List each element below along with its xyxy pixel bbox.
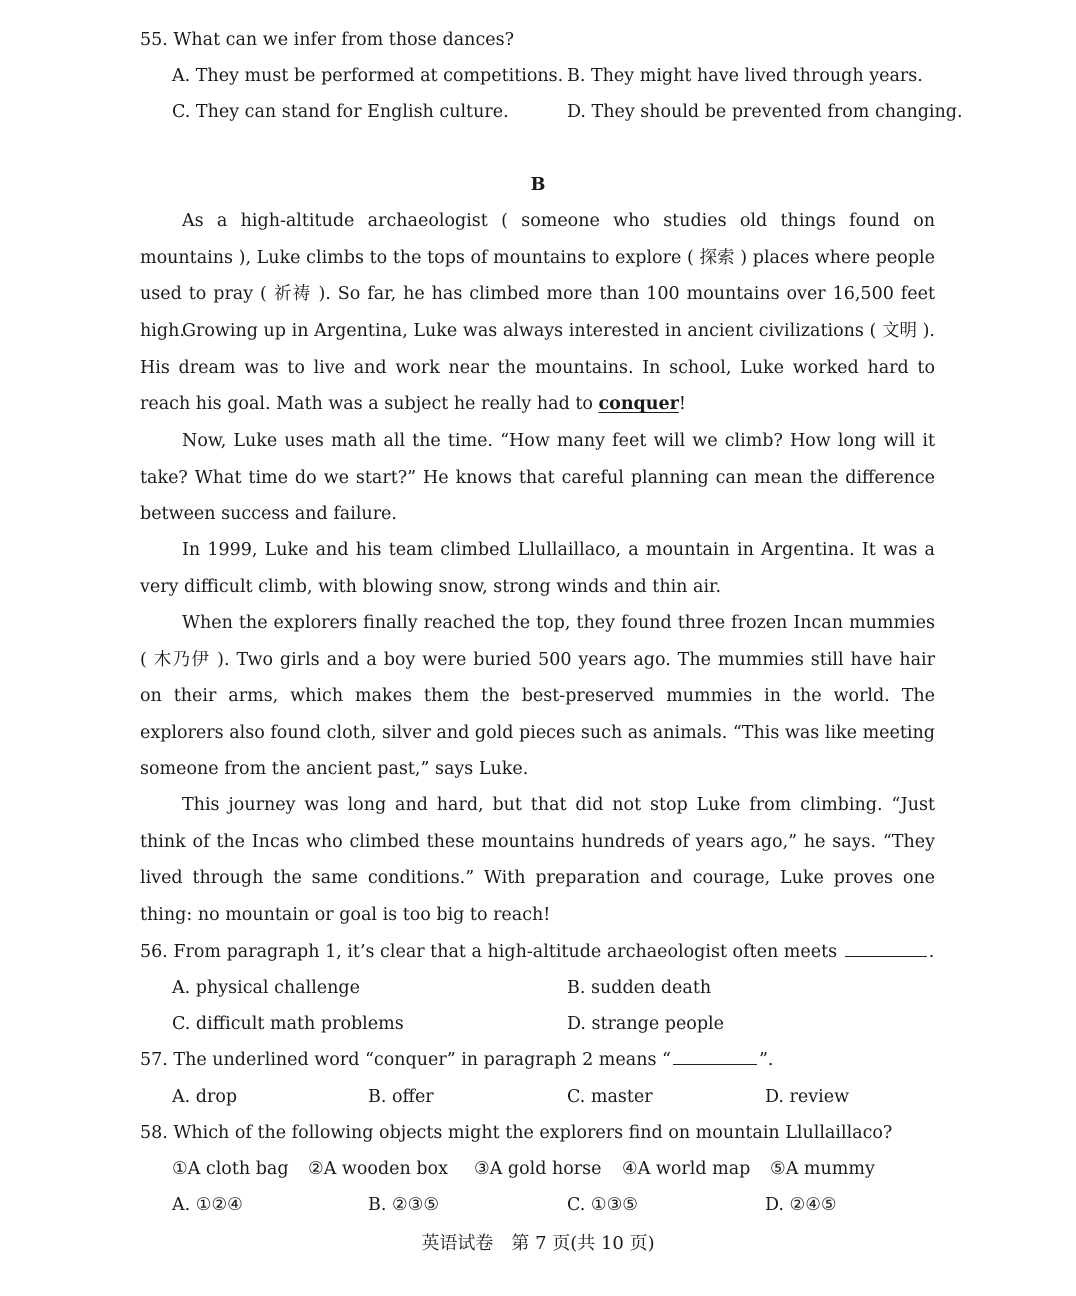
question-56-end: . [928, 942, 935, 962]
passage-paragraph-3: Now, Luke uses math all the time. “How many feet will we climb? How long will it take? What time do we start?” He knows that careful planning can mean the difference between success and failure. [140, 431, 935, 525]
question-58-item-2: ②A wooden box [308, 1159, 448, 1179]
underlined-word-conquer: conquer [598, 394, 679, 415]
passage-paragraph-2 [140, 313, 935, 423]
question-55-option-c: C. They can stand for English culture. [172, 102, 509, 122]
question-55-stem: 55. What can we infer from those dances? [140, 30, 514, 50]
question-57-option-c: C. master [567, 1087, 653, 1107]
passage-paragraph-5: When the explorers finally reached the top, they found three frozen Incan mummies ( 木乃伊 ). Two girls and a boy were buried 500 years ago. The mummies still have hair on their arms, which makes them the best-preserved mummies in the world. The explorers also found cloth, silver and gold pieces such as animals. “This was like meeting someone from the ancient past,” says Luke. [140, 613, 935, 780]
question-58-option-b: B. ②③⑤ [368, 1195, 440, 1215]
question-58-item-4: ④A world map [622, 1159, 751, 1179]
question-57-end: ”. [758, 1050, 774, 1070]
answer-blank [673, 1048, 757, 1065]
passage-paragraph-4: In 1999, Luke and his team climbed Llullaillaco, a mountain in Argentina. It was a very difficult climb, with blowing snow, strong winds and thin air. [140, 540, 935, 597]
question-56-option-a: A. physical challenge [172, 978, 360, 998]
section-heading: B [530, 175, 546, 195]
question-58-option-d: D. ②④⑤ [765, 1195, 837, 1215]
question-56-stem [140, 940, 934, 964]
page-footer: 英语试卷 第 7 页(共 10 页) [421, 1233, 655, 1254]
passage-paragraph-6: This journey was long and hard, but that did not stop Luke from climbing. “Just think of the Incas who climbed these mountains hundreds of years ago,” he says. “They lived through the same conditions.” With preparation and courage, Luke proves one thing: no mountain or goal is too big to reach! [140, 795, 935, 925]
passage-paragraph-1: As a high-altitude archaeologist ( someone who studies old things found on mountains ), Luke climbs to the tops of mountains to explore ( 探索 ) places where people used to pray ( 祈祷 ). So far, he has climbed more than 100 mountains over 16,500 feet high. [140, 211, 935, 341]
question-56-option-d: D. strange people [567, 1014, 724, 1034]
question-58-option-c: C. ①③⑤ [567, 1195, 638, 1215]
question-57-option-b: B. offer [368, 1087, 434, 1107]
question-55-option-b: B. They might have lived through years. [567, 66, 923, 86]
question-58-item-3: ③A gold horse [474, 1159, 602, 1179]
question-58-stem: 58. Which of the following objects might the explorers find on mountain Llullaillaco? [140, 1123, 893, 1143]
question-56-option-b: B. sudden death [567, 978, 712, 998]
question-58-option-a: A. ①②④ [172, 1195, 243, 1215]
question-58-item-1: ①A cloth bag [172, 1159, 289, 1179]
paragraph-2-text: Growing up in Argentina, Luke was always interested in ancient civilizations ( 文明 ). His dream was to live and work near the mountains. In school, Luke worked hard to reach his goal. Math was a subject he really had to [140, 321, 935, 415]
question-57-option-d: D. review [765, 1087, 850, 1107]
answer-blank [845, 940, 927, 957]
paragraph-2-end: ! [678, 394, 686, 415]
question-57-stem [140, 1048, 773, 1072]
question-57-option-a: A. drop [172, 1087, 238, 1107]
question-55-option-d: D. They should be prevented from changing. [567, 102, 963, 122]
question-58-item-5: ⑤A mummy [770, 1159, 875, 1179]
question-57-text: 57. The underlined word “conquer” in paragraph 2 means “ [140, 1050, 671, 1070]
question-56-text: 56. From paragraph 1, it’s clear that a high-altitude archaeologist often meets [140, 942, 838, 962]
question-55-option-a: A. They must be performed at competitions. [172, 66, 564, 86]
question-56-option-c: C. difficult math problems [172, 1014, 404, 1034]
